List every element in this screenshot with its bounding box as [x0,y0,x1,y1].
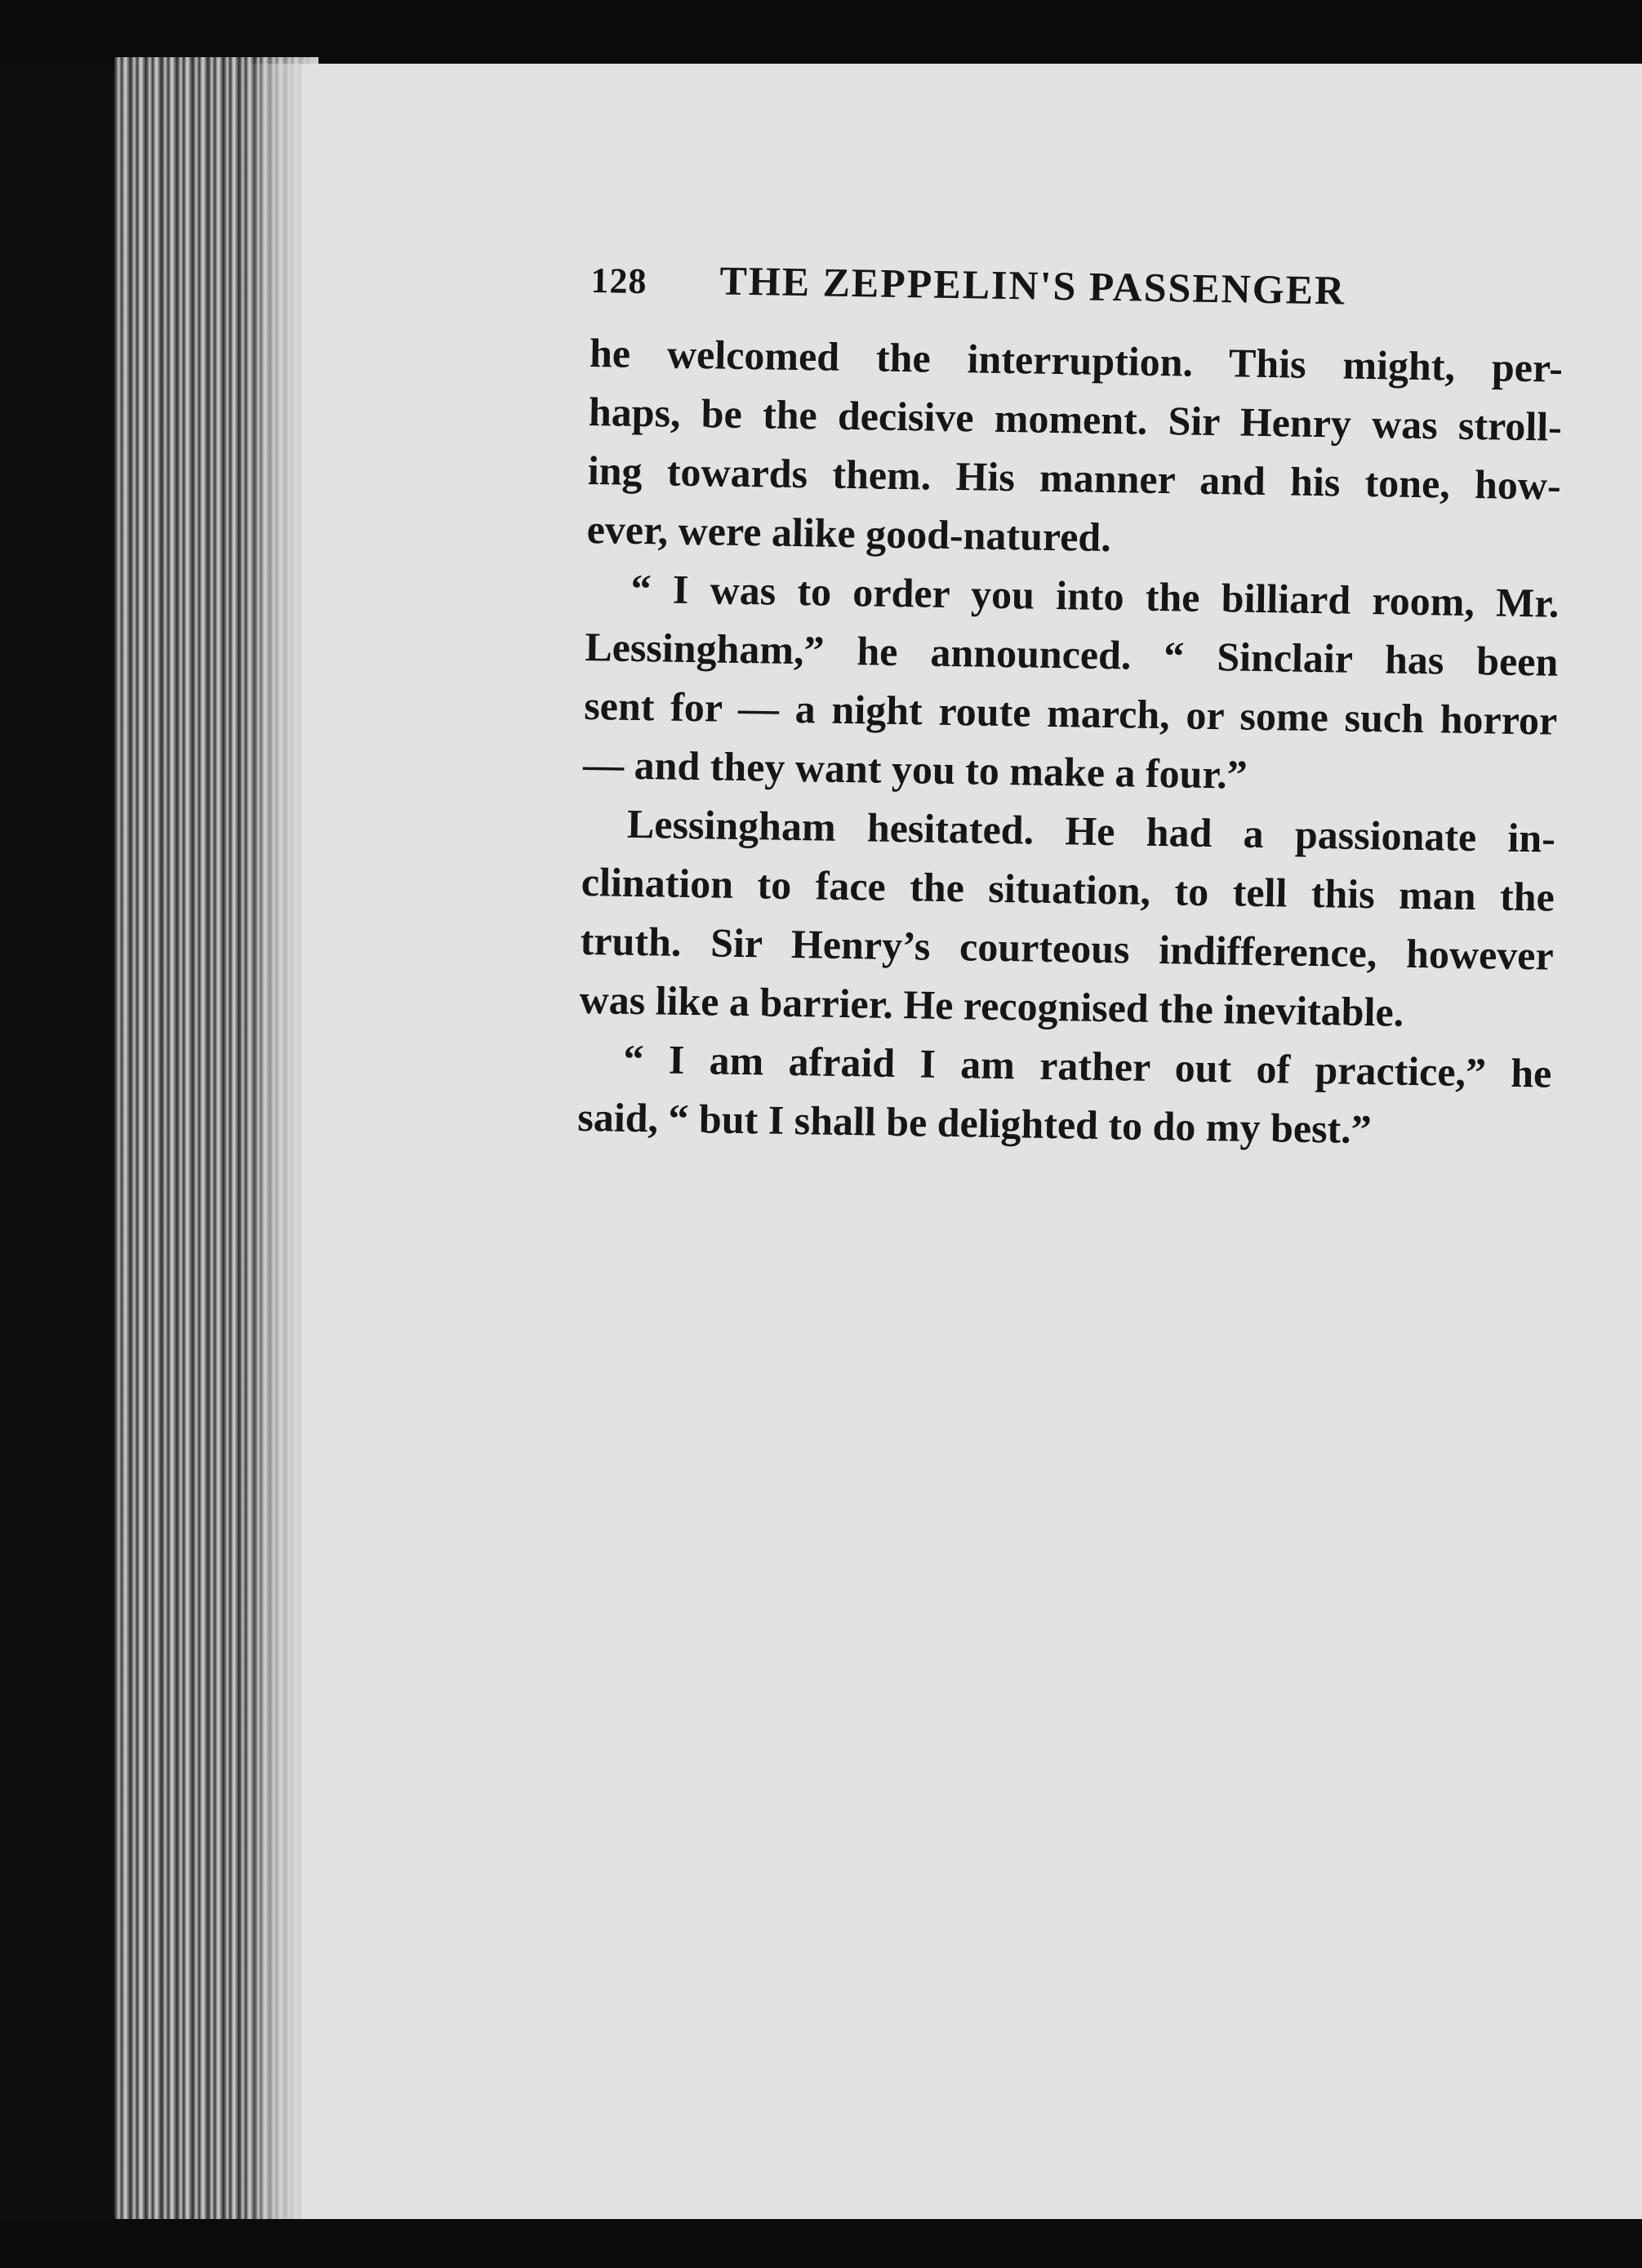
page-text-block [577,255,1564,1162]
text-line: was like a barrier. He recognised the inevitable. [579,976,1404,1035]
text-line: “ I am afraid I am rather out of practice,” he [623,1035,1552,1096]
text-line: he welcomed the interruption. This might, per- [589,329,1564,391]
text-line: — and they want you to make a four.” [582,740,1248,798]
text-line: sent for — a night route march, or some such horror [583,682,1558,744]
scan-top-margin [0,0,1642,65]
scan-bottom-margin [0,2219,1642,2268]
text-line: truth. Sir Henry’s courteous indifference, however [580,917,1555,979]
text-line: haps, be the decisive moment. Sir Henry was stroll- [588,388,1563,450]
text-line: “ I was to order you into the billiard room, Mr. [630,565,1560,626]
page-gutter-shadow [245,64,310,2219]
text-line: Lessingham,” he announced. “ Sinclair has been [585,623,1559,685]
page-number: 128 [590,260,647,302]
text-line: ever, were alike good-natured. [586,505,1112,561]
running-title: THE ZEPPELIN'S PASSENGER [719,257,1346,314]
text-line: said, “ but I shall be delighted to do my best.” [576,1093,1373,1153]
text-line: ing towards them. His manner and his tone, how- [587,447,1562,509]
text-line: clination to face the situation, to tell this man the [581,858,1555,920]
text-line: Lessingham hesitated. He had a passionate in- [626,800,1556,861]
